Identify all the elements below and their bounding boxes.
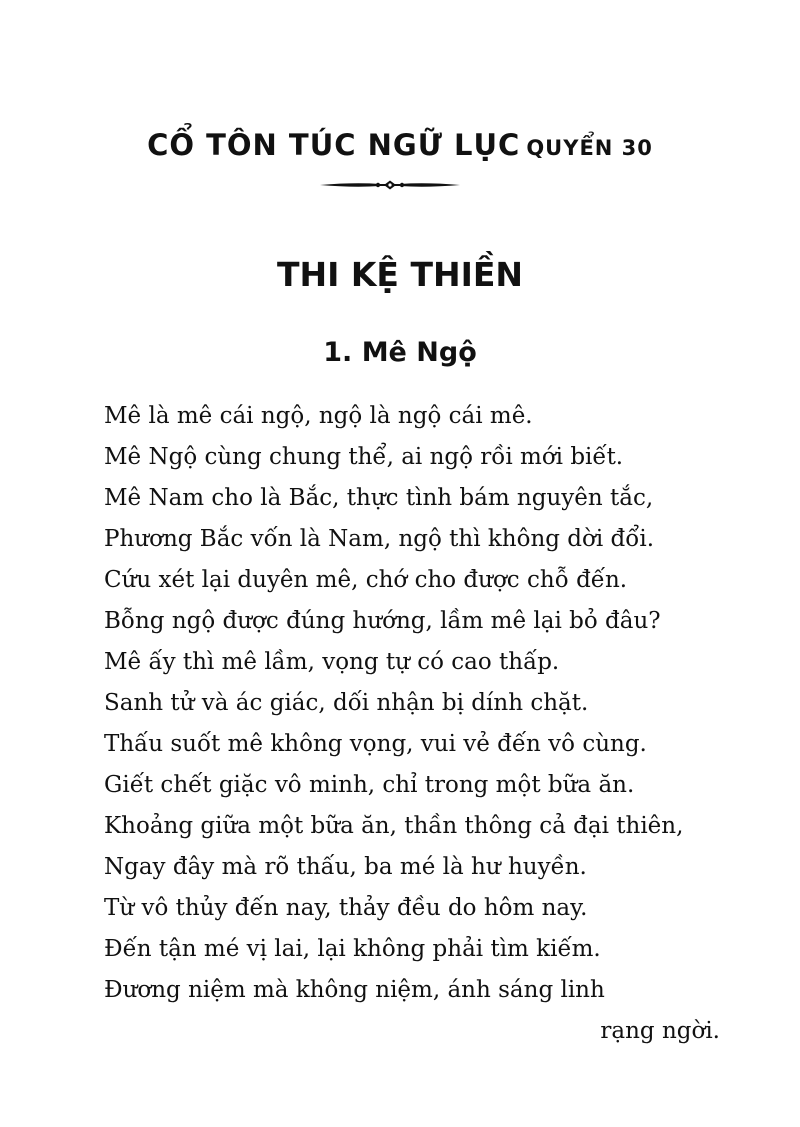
poem-line: Ngay đây mà rõ thấu, ba mé là hư huyền.: [104, 854, 587, 880]
running-header: [0, 128, 800, 162]
poem-line: Đến tận mé vị lai, lại không phải tìm kiếm.: [104, 936, 601, 962]
poem-line: Mê Ngộ cùng chung thể, ai ngộ rồi mới biết.: [104, 444, 624, 470]
poem-line: Đương niệm mà không niệm, ánh sáng linh: [104, 977, 605, 1003]
poem-line: Khoảng giữa một bữa ăn, thần thông cả đại thiên,: [104, 813, 684, 839]
book-title: CỔ TÔN TÚC NGỮ LỤC: [147, 128, 521, 162]
poem-line: Phương Bắc vốn là Nam, ngộ thì không dời đổi.: [104, 526, 655, 552]
section-title: THI KỆ THIỀN: [276, 255, 524, 294]
poem-line-continuation: rạng ngời.: [600, 1018, 720, 1044]
poem-line: Bỗng ngộ được đúng hướng, lầm mê lại bỏ đâu?: [104, 608, 661, 634]
volume-label: QUYỂN 30: [526, 136, 653, 160]
divider-ornament: [318, 178, 462, 192]
poem-line: Từ vô thủy đến nay, thảy đều do hôm nay.: [104, 895, 588, 921]
poem-line: Cứu xét lại duyên mê, chớ cho được chỗ đến.: [104, 567, 628, 593]
poem-line: Mê ấy thì mê lầm, vọng tự có cao thấp.: [104, 649, 560, 675]
poem-line: Mê là mê cái ngộ, ngộ là ngộ cái mê.: [104, 403, 533, 429]
poem-body: [104, 396, 744, 1052]
poem-line: Mê Nam cho là Bắc, thực tình bám nguyên tắc,: [104, 485, 654, 511]
poem-line: Sanh tử và ác giác, dối nhận bị dính chặt.: [104, 690, 589, 716]
poem-line: Giết chết giặc vô minh, chỉ trong một bữa ăn.: [104, 772, 635, 798]
poem-title: 1. Mê Ngộ: [323, 337, 477, 368]
poem-line: Thấu suốt mê không vọng, vui vẻ đến vô cùng.: [104, 731, 647, 757]
